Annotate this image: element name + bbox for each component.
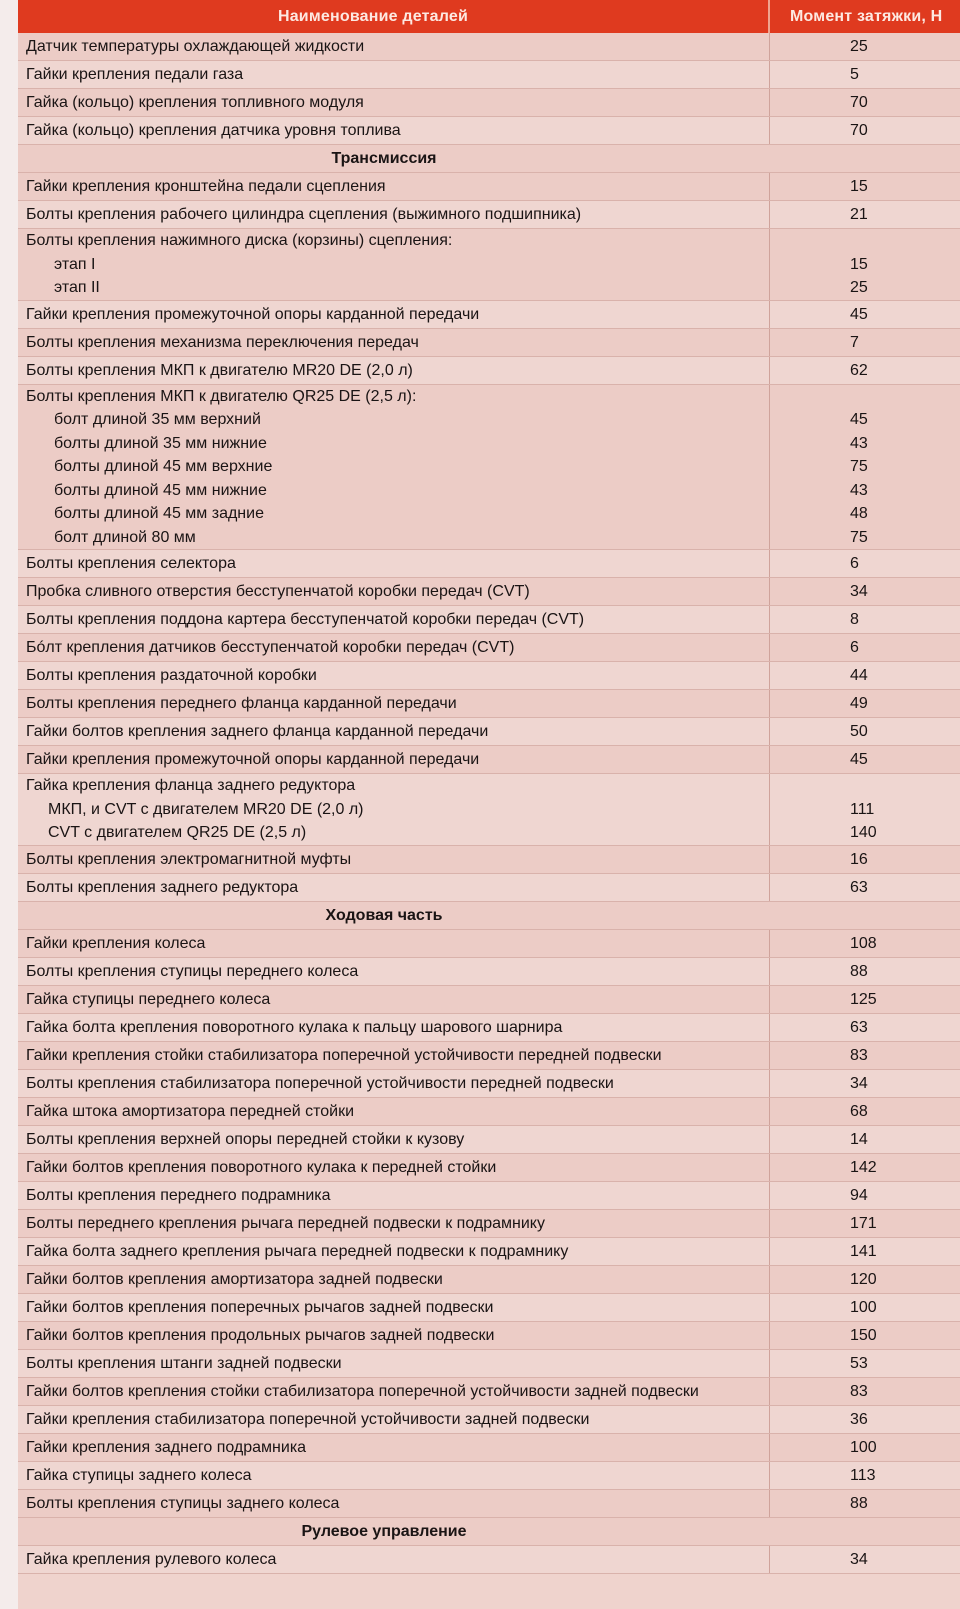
sub-torque-value: 140 [850,824,877,841]
torque-cell [770,634,960,661]
table-row [18,846,960,874]
torque-value: 34 [850,583,868,600]
table-row [18,1406,960,1434]
sub-torque-value: 111 [850,800,875,818]
torque-value: 49 [850,695,868,712]
torque-value: 88 [850,1494,868,1512]
section-heading: Ходовая часть [18,902,960,930]
table-row [18,201,960,229]
part-name: Гайки болтов крепления поперечных рычагов задней подвески [26,1298,494,1316]
part-name: Гайка (кольцо) крепления датчика уровня топлива [26,122,401,139]
torque-value: 21 [850,206,868,223]
table-row [18,1042,960,1070]
part-name-cell [18,1406,770,1433]
table-row [18,1154,960,1182]
table-row [18,986,960,1014]
torque-value: 45 [850,751,868,768]
part-name-cell [18,930,770,957]
torque-value: 15 [850,178,868,195]
torque-cell [770,1238,960,1265]
table-row [18,578,960,606]
torque-value: 70 [850,122,868,139]
sub-part-name: болты длиной 45 мм верхние [54,458,273,475]
header-part-name: Наименование деталей [18,0,770,33]
torque-value: 141 [850,1242,877,1260]
part-name-cell [18,385,770,550]
part-name-cell [18,1042,770,1069]
part-name-cell [18,1210,770,1237]
torque-cell [770,578,960,605]
torque-value: 94 [850,1186,868,1204]
part-name: Гайка крепления фланца заднего редуктора [26,777,356,794]
torque-cell [770,173,960,200]
torque-cell [770,1126,960,1153]
table-row [18,173,960,201]
table-row [18,1266,960,1294]
part-name: Гайки крепления промежуточной опоры карданной передачи [26,305,480,323]
table-row [18,690,960,718]
part-name: Болты крепления заднего редуктора [26,878,299,896]
table-row [18,774,960,846]
table-row [18,229,960,301]
table-row [18,329,960,357]
sub-part-name: болт длиной 80 мм [54,528,196,546]
torque-cell [770,606,960,633]
torque-value: 34 [850,1074,868,1092]
table-row [18,1182,960,1210]
part-name: Гайка болта крепления поворотного кулака к пальцу шарового шарнира [26,1018,563,1036]
torque-value: 6 [850,639,859,656]
torque-value: 36 [850,1410,868,1428]
table-row [18,1350,960,1378]
torque-value: 68 [850,1102,868,1120]
torque-cell [770,930,960,957]
part-name: Гайка болта заднего крепления рычага передней подвески к подрамнику [26,1242,569,1260]
torque-value: 7 [850,333,859,351]
part-name: Гайки болтов крепления продольных рычагов задней подвески [26,1326,495,1344]
table-row [18,874,960,902]
part-name: Болты крепления нажимного диска (корзины) сцепления: [26,232,453,249]
part-name-cell [18,1434,770,1461]
table-row [18,746,960,774]
part-name-cell [18,874,770,901]
torque-value [850,385,960,409]
part-name: Болты крепления МКП к двигателю MR20 DE (2,0 л) [26,361,413,379]
sub-torque-value: 75 [850,458,868,475]
table-row [18,1322,960,1350]
torque-cell [770,1350,960,1377]
part-name-cell [18,1490,770,1517]
part-name: Гайки крепления стойки стабилизатора поперечной устойчивости передней подвески [26,1046,662,1064]
torque-cell [770,61,960,88]
torque-value: 100 [850,1438,877,1456]
torque-value: 63 [850,878,868,896]
sub-torque-value: 25 [850,279,868,296]
part-name-cell [18,33,770,60]
part-name-cell [18,357,770,384]
part-name-cell [18,746,770,773]
torque-cell [770,1098,960,1125]
torque-value: 150 [850,1326,877,1344]
torque-cell [770,1378,960,1405]
torque-cell [770,746,960,773]
table-row [18,1378,960,1406]
part-name: Гайки крепления колеса [26,934,206,952]
part-name-cell [18,89,770,116]
table-row [18,1546,960,1574]
part-name-cell [18,301,770,328]
part-name: Болты крепления штанги задней подвески [26,1354,342,1372]
torque-value: 113 [850,1466,876,1484]
torque-cell [770,874,960,901]
torque-cell [770,1154,960,1181]
torque-cell [770,357,960,384]
header-torque: Момент затяжки, Н [790,7,943,25]
sub-part-name: МКП, и CVT с двигателем MR20 DE (2,0 л) [48,800,364,818]
torque-value: 5 [850,66,859,83]
part-name-cell [18,1014,770,1041]
torque-table [18,0,960,1574]
torque-value: 16 [850,850,868,868]
torque-cell [770,1294,960,1321]
part-name-cell [18,117,770,144]
torque-cell [770,1546,960,1573]
part-name: Болты крепления переднего фланца карданной передачи [26,695,457,712]
table-row [18,930,960,958]
part-name-cell [18,634,770,661]
part-name-cell [18,958,770,985]
torque-cell [770,1014,960,1041]
part-name: Гайки крепления промежуточной опоры карданной передачи [26,751,480,768]
table-row [18,1070,960,1098]
torque-value: 88 [850,962,868,980]
torque-value: 108 [850,934,877,952]
torque-cell [770,1210,960,1237]
table-row [18,1462,960,1490]
table-body [18,33,960,1574]
part-name-cell [18,1462,770,1489]
table-row [18,634,960,662]
torque-cell [770,718,960,745]
part-name-cell [18,774,770,845]
torque-value: 6 [850,555,859,572]
torque-cell [770,301,960,328]
part-name: Датчик температуры охлаждающей жидкости [26,38,365,55]
part-name-cell [18,1546,770,1573]
table-row [18,718,960,746]
part-name: Гайки крепления кронштейна педали сцепления [26,178,386,195]
sub-torque-value: 48 [850,505,868,522]
torque-cell [770,201,960,228]
torque-cell [770,986,960,1013]
torque-cell [770,1042,960,1069]
part-name: Пробка сливного отверстия бесступенчатой коробки передач (CVT) [26,583,530,600]
torque-cell [770,1070,960,1097]
table-row [18,1434,960,1462]
torque-value: 171 [850,1214,877,1232]
part-name: Болты крепления механизма переключения передач [26,333,419,351]
part-name-cell [18,1378,770,1405]
torque-cell [770,774,960,845]
part-name: Болты крепления ступицы заднего колеса [26,1494,340,1512]
part-name: Болты крепления стабилизатора поперечной устойчивости передней подвески [26,1074,614,1092]
part-name-cell [18,606,770,633]
part-name-cell [18,1294,770,1321]
torque-value [850,229,960,253]
sub-part-name: болты длиной 45 мм задние [54,505,264,522]
part-name: Гайка штока амортизатора передней стойки [26,1102,355,1120]
table-row [18,958,960,986]
torque-cell [770,690,960,717]
torque-value: 45 [850,305,868,323]
part-name: Болты крепления переднего подрамника [26,1186,331,1204]
part-name-cell [18,229,770,300]
torque-cell [770,89,960,116]
part-name-cell [18,1266,770,1293]
torque-cell [770,1434,960,1461]
sub-torque-value: 15 [850,255,868,273]
torque-value: 125 [850,990,877,1008]
part-name-cell [18,329,770,356]
torque-value: 62 [850,361,868,379]
table-row [18,301,960,329]
torque-value: 83 [850,1382,868,1400]
sub-part-name: болт длиной 35 мм верхний [54,411,261,428]
part-name: Болты крепления верхней опоры передней стойки к кузову [26,1130,465,1148]
torque-cell [770,958,960,985]
torque-value: 83 [850,1046,868,1064]
part-name: Гайки болтов крепления заднего фланца карданной передачи [26,723,489,740]
part-name-cell [18,1322,770,1349]
torque-cell [770,329,960,356]
part-name: Гайки болтов крепления стойки стабилизатора поперечной устойчивости задней подвески [26,1382,699,1400]
table-row [18,662,960,690]
part-name: Гайки болтов крепления поворотного кулака к передней стойки [26,1158,497,1176]
part-name: Гайки крепления стабилизатора поперечной устойчивости задней подвески [26,1410,590,1428]
torque-cell [770,117,960,144]
part-name: Болты крепления МКП к двигателю QR25 DE (2,5 л): [26,387,417,405]
torque-cell [770,1406,960,1433]
table-row [18,357,960,385]
table-row [18,1238,960,1266]
part-name: Гайка крепления рулевого колеса [26,1550,277,1568]
part-name-cell [18,986,770,1013]
part-name-cell [18,550,770,577]
part-name: Болты крепления ступицы переднего колеса [26,962,359,980]
torque-value: 14 [850,1130,868,1148]
part-name-cell [18,1070,770,1097]
torque-value: 44 [850,667,868,684]
part-name: Гайки крепления педали газа [26,66,244,83]
torque-value: 63 [850,1018,868,1036]
part-name-cell [18,173,770,200]
torque-value: 70 [850,94,868,111]
table-row [18,1014,960,1042]
table-row [18,1490,960,1518]
sub-torque-value: 45 [850,411,868,428]
torque-value: 120 [850,1270,877,1288]
part-name-cell [18,1154,770,1181]
part-name-cell [18,1126,770,1153]
sub-part-name: этап I [54,255,96,273]
section-heading: Рулевое управление [18,1518,960,1546]
table-row [18,89,960,117]
sub-part-name: болты длиной 45 мм нижние [54,481,267,499]
table-row [18,1210,960,1238]
part-name: Гайки болтов крепления амортизатора задней подвески [26,1270,443,1288]
part-name-cell [18,1238,770,1265]
part-name: Болты крепления раздаточной коробки [26,667,317,684]
sub-part-name: этап II [54,279,100,296]
table-row [18,1098,960,1126]
torque-cell [770,1182,960,1209]
torque-value: 100 [850,1298,877,1316]
part-name: Болты крепления рабочего цилиндра сцепления (выжимного подшипника) [26,206,582,223]
sub-torque-value: 75 [850,528,868,546]
torque-value: 34 [850,1550,868,1568]
part-name: Болты крепления электромагнитной муфты [26,850,352,868]
torque-value: 8 [850,611,859,628]
torque-value: 25 [850,38,868,55]
torque-value: 142 [850,1158,877,1176]
part-name-cell [18,578,770,605]
part-name: Болты крепления селектора [26,555,236,572]
part-name-cell [18,718,770,745]
page-margin [0,0,18,1609]
table-row [18,33,960,61]
part-name-cell [18,1350,770,1377]
table-row [18,117,960,145]
part-name-cell [18,61,770,88]
torque-value: 50 [850,723,868,740]
part-name-cell [18,201,770,228]
torque-cell [770,1462,960,1489]
sub-part-name: болты длиной 35 мм нижние [54,434,267,452]
table-row [18,385,960,551]
torque-cell [770,846,960,873]
part-name-cell [18,846,770,873]
part-name-cell [18,1182,770,1209]
table-row [18,550,960,578]
sub-part-name: CVT с двигателем QR25 DE (2,5 л) [48,824,307,841]
torque-cell [770,1322,960,1349]
table-row [18,606,960,634]
torque-cell [770,1266,960,1293]
table-row [18,61,960,89]
sub-torque-value: 43 [850,434,868,452]
torque-cell [770,550,960,577]
part-name-cell [18,1098,770,1125]
part-name: Бóлт крепления датчиков бесступенчатой коробки передач (CVT) [26,639,515,656]
part-name: Гайка ступицы заднего колеса [26,1466,252,1484]
sub-torque-value: 43 [850,481,868,499]
table-row [18,1294,960,1322]
torque-cell [770,662,960,689]
torque-cell [770,229,960,300]
part-name-cell [18,662,770,689]
section-heading: Трансмиссия [18,145,960,173]
part-name-cell [18,690,770,717]
table-row [18,1126,960,1154]
torque-cell [770,1490,960,1517]
torque-value [850,774,960,798]
part-name: Болты крепления поддона картера бесступенчатой коробки передач (CVT) [26,611,585,628]
part-name: Гайка (кольцо) крепления топливного модуля [26,94,364,111]
part-name: Болты переднего крепления рычага передней подвески к подрамнику [26,1214,545,1232]
part-name: Гайки крепления заднего подрамника [26,1438,307,1456]
torque-cell [770,385,960,550]
torque-cell [770,33,960,60]
table-header [18,0,960,33]
part-name: Гайка ступицы переднего колеса [26,990,271,1008]
torque-value: 53 [850,1354,868,1372]
